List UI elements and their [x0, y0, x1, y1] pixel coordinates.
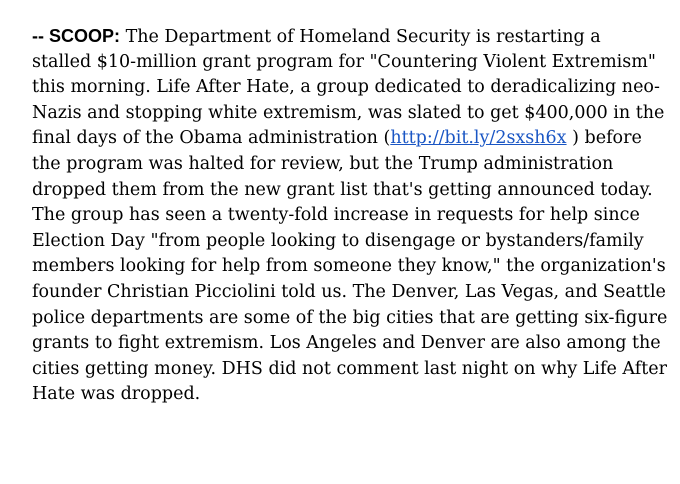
- article-body: [32, 24, 668, 408]
- article-line-3: this morning. Life After Hate, a group dedicated to deradicalizing neo-: [32, 77, 660, 98]
- article-line-8: The group has seen a twenty-fold increase in requests for help since: [32, 205, 640, 226]
- article-line-11: founder Christian Picciolini told us. The Denver, Las Vegas, and Seattle: [32, 281, 666, 302]
- article-line-13: grants to fight extremism. Los Angeles and Denver are also among the: [32, 333, 661, 354]
- article-line-4: Nazis and stopping white extremism, was slated to get $400,000 in the: [32, 102, 665, 123]
- article-text: final days of the Obama administration (: [32, 128, 391, 149]
- article-line-6: the program was halted for review, but the Trump administration: [32, 153, 614, 174]
- article-text: ) before: [566, 128, 642, 149]
- article-text: The Department of Homeland Security is restarting a: [120, 27, 601, 47]
- scoop-label: -- SCOOP:: [32, 26, 120, 46]
- article-line-1: [32, 24, 660, 50]
- article-line-9: Election Day "from people looking to disengage or bystanders/family: [32, 230, 644, 251]
- article-line-12: police departments are some of the big cities that are getting six-figure: [32, 307, 668, 328]
- article-line-15: Hate was dropped.: [32, 384, 201, 405]
- article-line-14: cities getting money. DHS did not comment last night on why Life After: [32, 358, 667, 379]
- article-line-5: [32, 126, 660, 152]
- article-line-10: members looking for help from someone they know," the organization's: [32, 256, 666, 277]
- source-link[interactable]: http://bit.ly/2sxsh6x: [390, 128, 567, 149]
- article-line-7: dropped them from the new grant list that's getting announced today.: [32, 179, 653, 200]
- article-line-2: stalled $10-million grant program for "Countering Violent Extremism": [32, 51, 656, 72]
